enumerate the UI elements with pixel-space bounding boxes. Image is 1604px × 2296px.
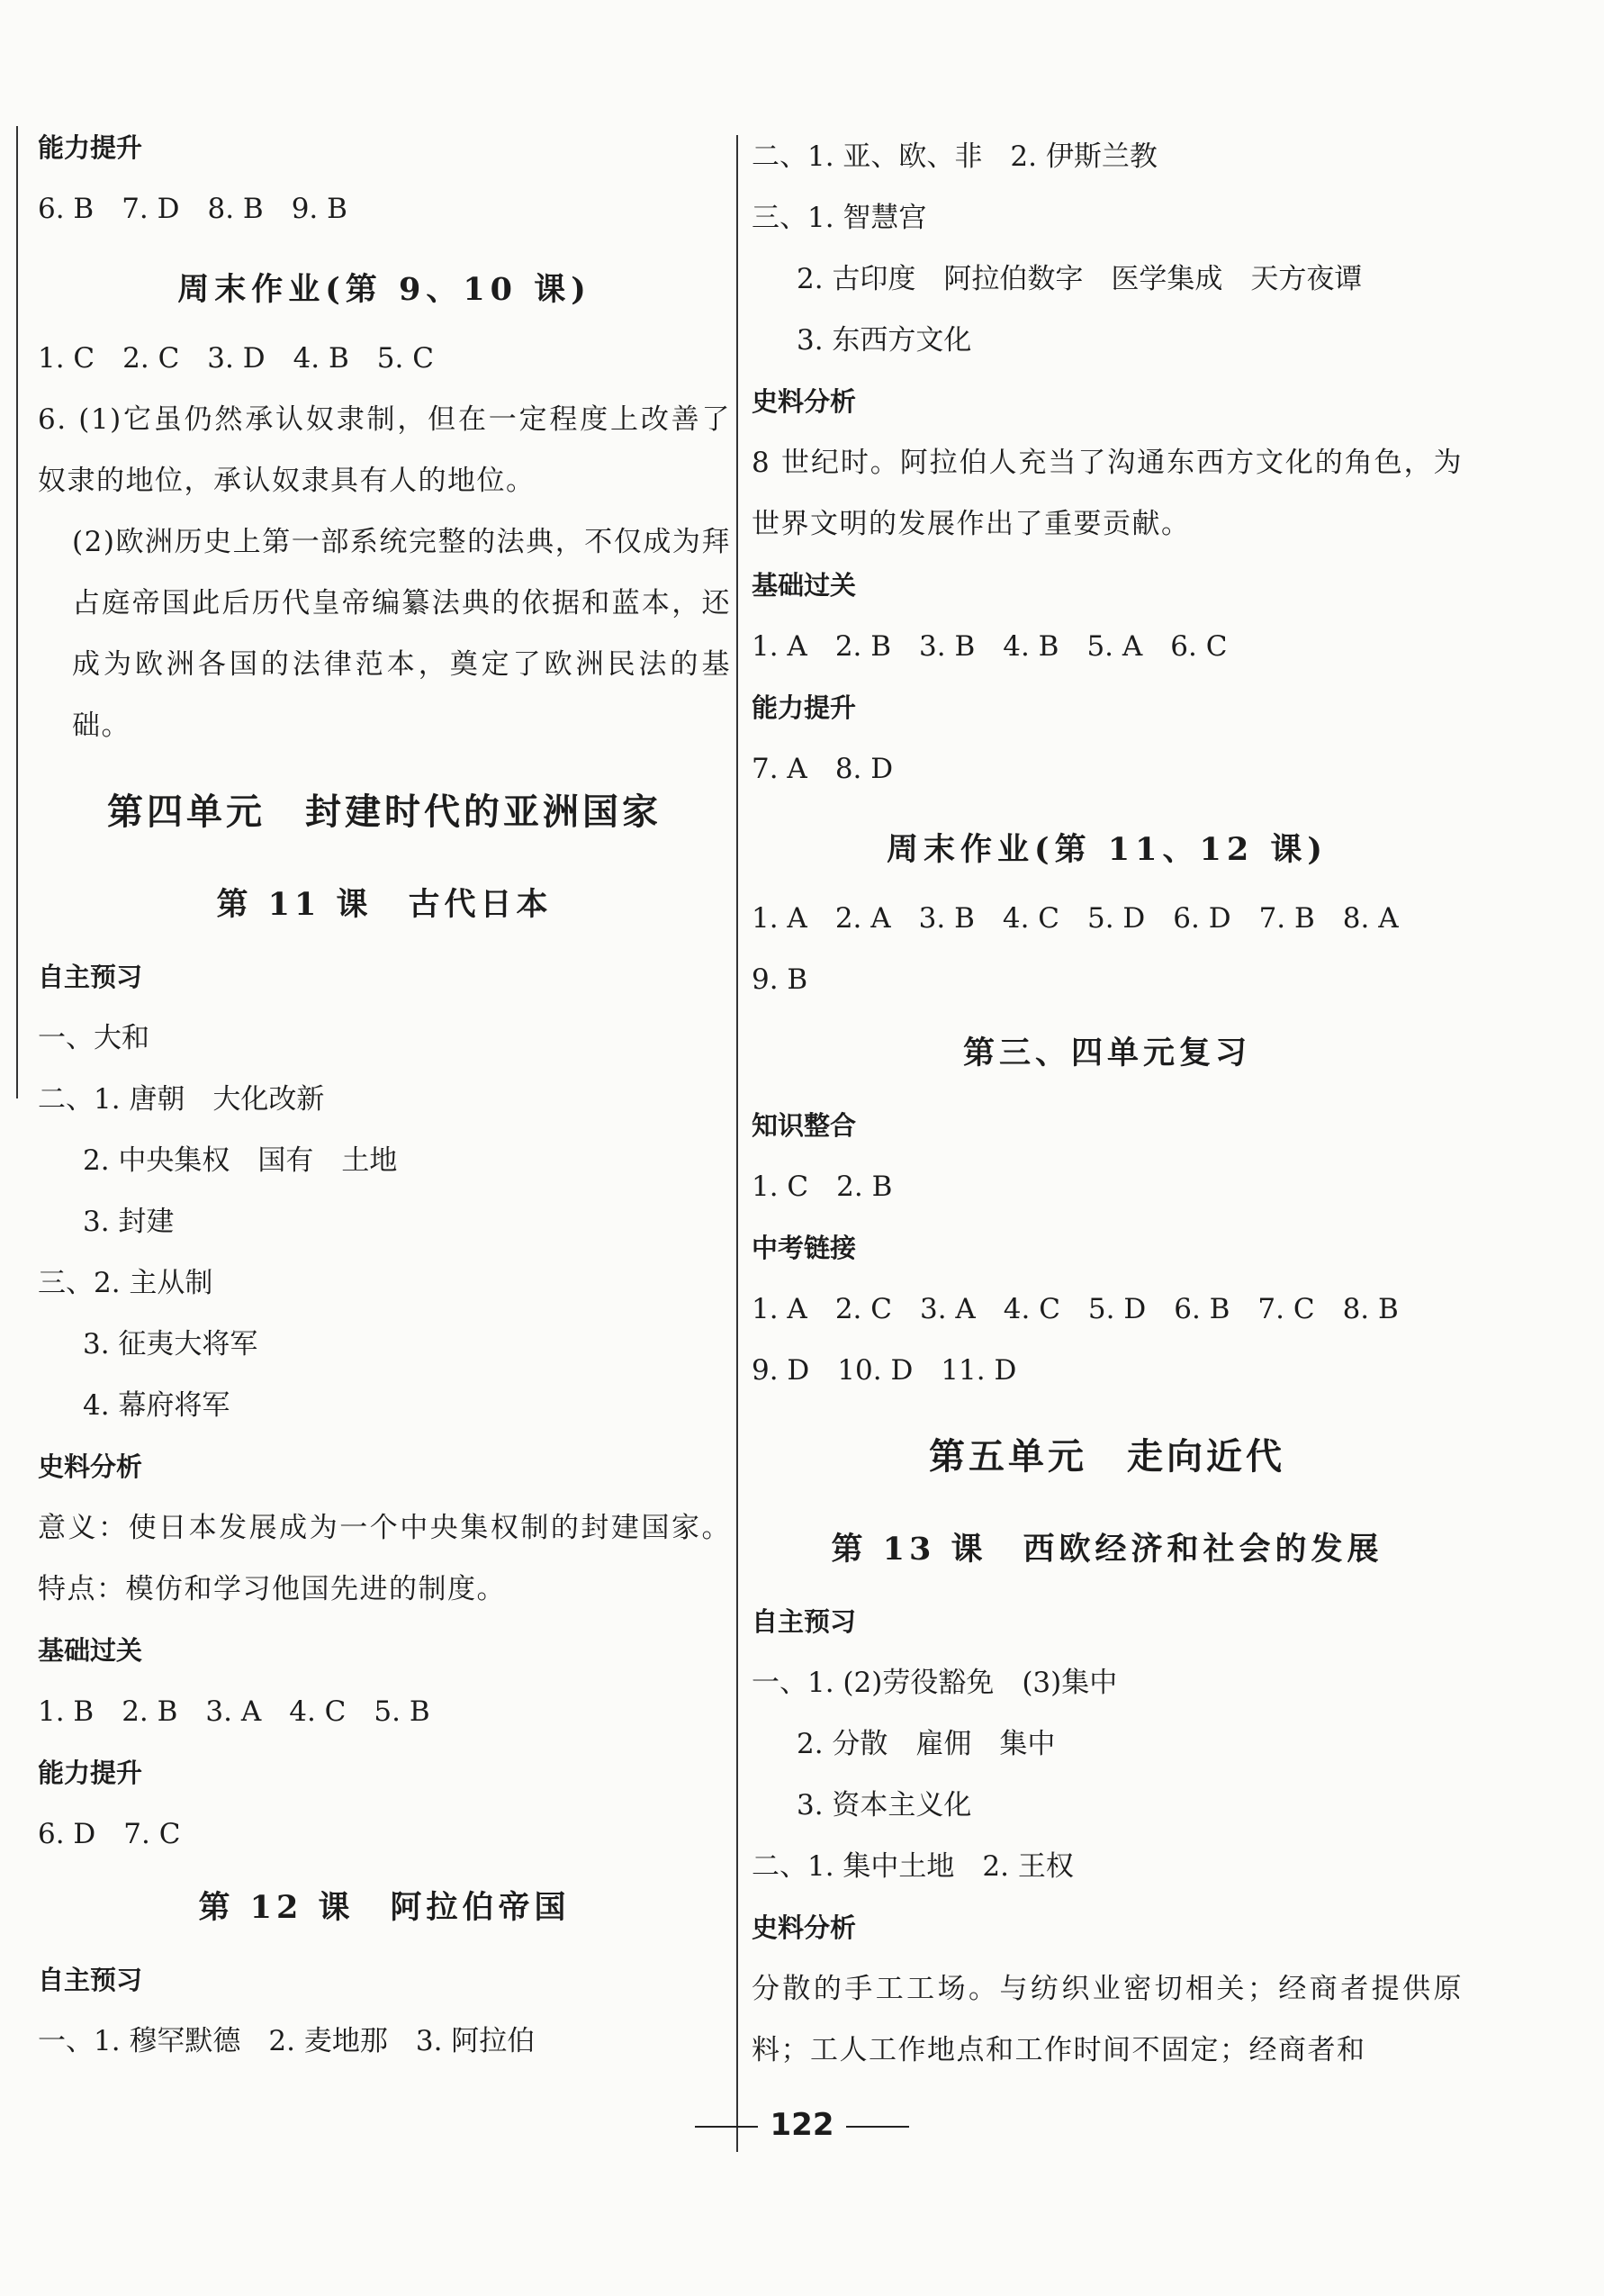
answer-line: 一、大和 xyxy=(38,1022,149,1054)
answer-line: 4. 幕府将军 xyxy=(83,1389,230,1422)
answer-line: 1. A 2. C 3. A 4. C 5. D 6. B 7. C 8. B xyxy=(752,1293,1399,1325)
section-label: 史料分析 xyxy=(752,1912,857,1943)
answer-line: 6. B 7. D 8. B 9. B xyxy=(38,193,347,225)
answer-line: 2. 分散 雇佣 集中 xyxy=(797,1728,1056,1760)
lesson-heading: 第 13 课 西欧经济和社会的发展 xyxy=(831,1531,1383,1568)
column-divider xyxy=(736,135,738,2152)
unit-heading: 第五单元 走向近代 xyxy=(929,1436,1285,1478)
answer-line: 2. 古印度 阿拉伯数字 医学集成 天方夜谭 xyxy=(797,263,1363,295)
section-label: 知识整合 xyxy=(752,1110,857,1141)
answer-line: 二、1. 亚、欧、非 2. 伊斯兰教 xyxy=(752,140,1158,173)
answer-line: 2. 中央集权 国有 土地 xyxy=(83,1144,398,1177)
section-label: 能力提升 xyxy=(38,132,143,163)
answer-line: 3. 资本主义化 xyxy=(797,1789,972,1821)
section-label: 史料分析 xyxy=(752,386,857,417)
answer-line: 二、1. 唐朝 大化改新 xyxy=(38,1083,325,1116)
answer-line: 7. A 8. D xyxy=(752,753,894,785)
section-label: 能力提升 xyxy=(38,1758,143,1788)
page-footer xyxy=(0,2107,1604,2143)
answer-line: 一、1. (2)劳役豁免 (3)集中 xyxy=(752,1667,1118,1699)
section-label: 基础过关 xyxy=(38,1635,143,1666)
section-label: 自主预习 xyxy=(38,962,143,992)
section-label: 自主预习 xyxy=(752,1606,857,1637)
page-number: 122 xyxy=(770,2107,834,2143)
answer-paragraph: 8 世纪时。阿拉伯人充当了沟通东西方文化的角色，为世界文明的发展作出了重要贡献。 xyxy=(752,447,1463,540)
section-label: 基础过关 xyxy=(752,570,857,601)
section-label: 自主预习 xyxy=(38,1965,143,1995)
footer-dash xyxy=(695,2126,758,2128)
weekend-homework-heading: 周末作业(第 9、10 课) xyxy=(177,271,591,308)
answer-line: 1. C 2. B xyxy=(752,1171,893,1203)
answer-line: 3. 征夷大将军 xyxy=(83,1328,258,1360)
answer-line: 1. A 2. A 3. B 4. C 5. D 6. D 7. B 8. A xyxy=(752,902,1399,935)
weekend-homework-heading: 周末作业(第 11、12 课) xyxy=(887,831,1328,868)
answer-line: 1. A 2. B 3. B 4. B 5. A 6. C xyxy=(752,630,1228,663)
left-margin-rule xyxy=(16,126,18,1098)
section-label: 能力提升 xyxy=(752,692,857,723)
answer-line: 6. D 7. C xyxy=(38,1818,181,1850)
answer-line: 3. 封建 xyxy=(83,1206,175,1238)
answer-line: 3. 东西方文化 xyxy=(797,324,972,357)
answer-line: 1. C 2. C 3. D 4. B 5. C xyxy=(38,342,434,375)
answer-line: 1. B 2. B 3. A 4. C 5. B xyxy=(38,1695,430,1728)
answer-paragraph: 意义：使日本发展成为一个中央集权制的封建国家。特点：模仿和学习他国先进的制度。 xyxy=(38,1512,731,1605)
lesson-heading: 第 12 课 阿拉伯帝国 xyxy=(198,1889,571,1926)
right-column xyxy=(752,126,1463,2081)
answer-line: 三、2. 主从制 xyxy=(38,1267,213,1299)
answer-line: 9. B xyxy=(752,963,808,996)
lesson-heading: 第 11 课 古代日本 xyxy=(216,886,553,923)
unit-heading: 第四单元 封建时代的亚洲国家 xyxy=(107,791,662,833)
answer-paragraph: 分散的手工工场。与纺织业密切相关；经商者提供原料；工人工作地点和工作时间不固定；经商者和 xyxy=(752,1973,1463,2066)
section-label: 史料分析 xyxy=(38,1451,143,1482)
answer-paragraph: (2)欧洲历史上第一部系统完整的法典，不仅成为拜占庭帝国此后历代皇帝编纂法典的依据和蓝本，还成为欧洲各国的法律范本，奠定了欧洲民法的基础。 xyxy=(72,526,731,742)
review-heading: 第三、四单元复习 xyxy=(962,1035,1251,1071)
section-label: 中考链接 xyxy=(752,1233,857,1263)
answer-line: 二、1. 集中土地 2. 王权 xyxy=(752,1850,1074,1883)
answer-paragraph: 6. (1)它虽仍然承认奴隶制，但在一定程度上改善了奴隶的地位，承认奴隶具有人的地位。 xyxy=(38,403,731,497)
answer-line: 三、1. 智慧宫 xyxy=(752,202,927,234)
footer-dash xyxy=(846,2126,909,2128)
left-column xyxy=(38,117,731,2072)
answer-line: 9. D 10. D 11. D xyxy=(752,1354,1017,1387)
answer-line: 一、1. 穆罕默德 2. 麦地那 3. 阿拉伯 xyxy=(38,2025,536,2057)
